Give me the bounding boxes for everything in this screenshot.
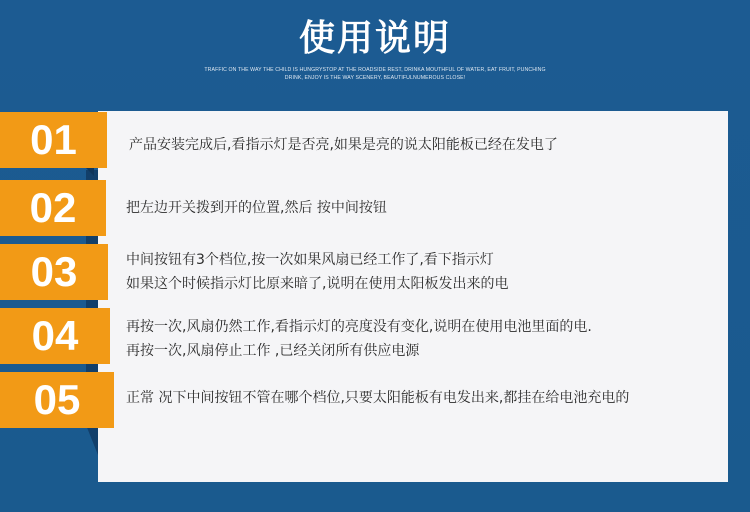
step-fold: [86, 168, 94, 176]
step-text-line: 再按一次,风扇仍然工作,看指示灯的亮度没有变化,说明在使用电池里面的电.: [126, 319, 592, 335]
step-number: 04: [31, 312, 79, 359]
step-number: 02: [29, 184, 77, 231]
step-text-line: 再按一次,风扇停止工作 ,已经关闭所有供应电源: [126, 343, 420, 359]
step-number: 05: [33, 376, 81, 423]
header: [0, 0, 750, 100]
step-text: [126, 315, 592, 363]
subtitle-line-2: DRINK, ENJOY IS THE WAY SCENERY, BEAUTIFULNUMEROUS CLOSE!: [284, 75, 466, 81]
step-text: [126, 248, 508, 296]
instructions-panel: [98, 111, 728, 482]
step-number: 01: [30, 116, 77, 163]
page-subtitle: [195, 66, 555, 82]
step-text-line: 如果这个时候指示灯比原来暗了,说明在使用太阳板发出来的电: [126, 276, 509, 292]
step-text-line: 中间按钮有3个档位,按一次如果风扇已经工作了,看下指示灯: [126, 252, 494, 268]
panel-fold-bottom: [86, 425, 98, 455]
step-text-line: 正常 况下中间按钮不管在哪个档位,只要太阳能板有电发出来,都挂在给电池充电的: [126, 390, 630, 406]
step-text-line: 产品安装完成后,看指示灯是否亮,如果是亮的说太阳能板已经在发电了: [129, 137, 558, 153]
step-text-line: 把左边开关拨到开的位置,然后 按中间按钮: [126, 200, 387, 216]
step-text: [129, 133, 558, 157]
page-title: 使用说明: [298, 18, 451, 59]
subtitle-line-1: TRAFFIC ON THE WAY THE CHILD IS HUNGRYSTOP AT THE ROADSIDE REST, DRINKA MOUTHFUL OF WATER, EAT FRUIT, PUNCHING: [204, 67, 546, 73]
step-text: [126, 386, 629, 410]
step-text: [126, 196, 387, 220]
step-number: 03: [30, 248, 78, 295]
